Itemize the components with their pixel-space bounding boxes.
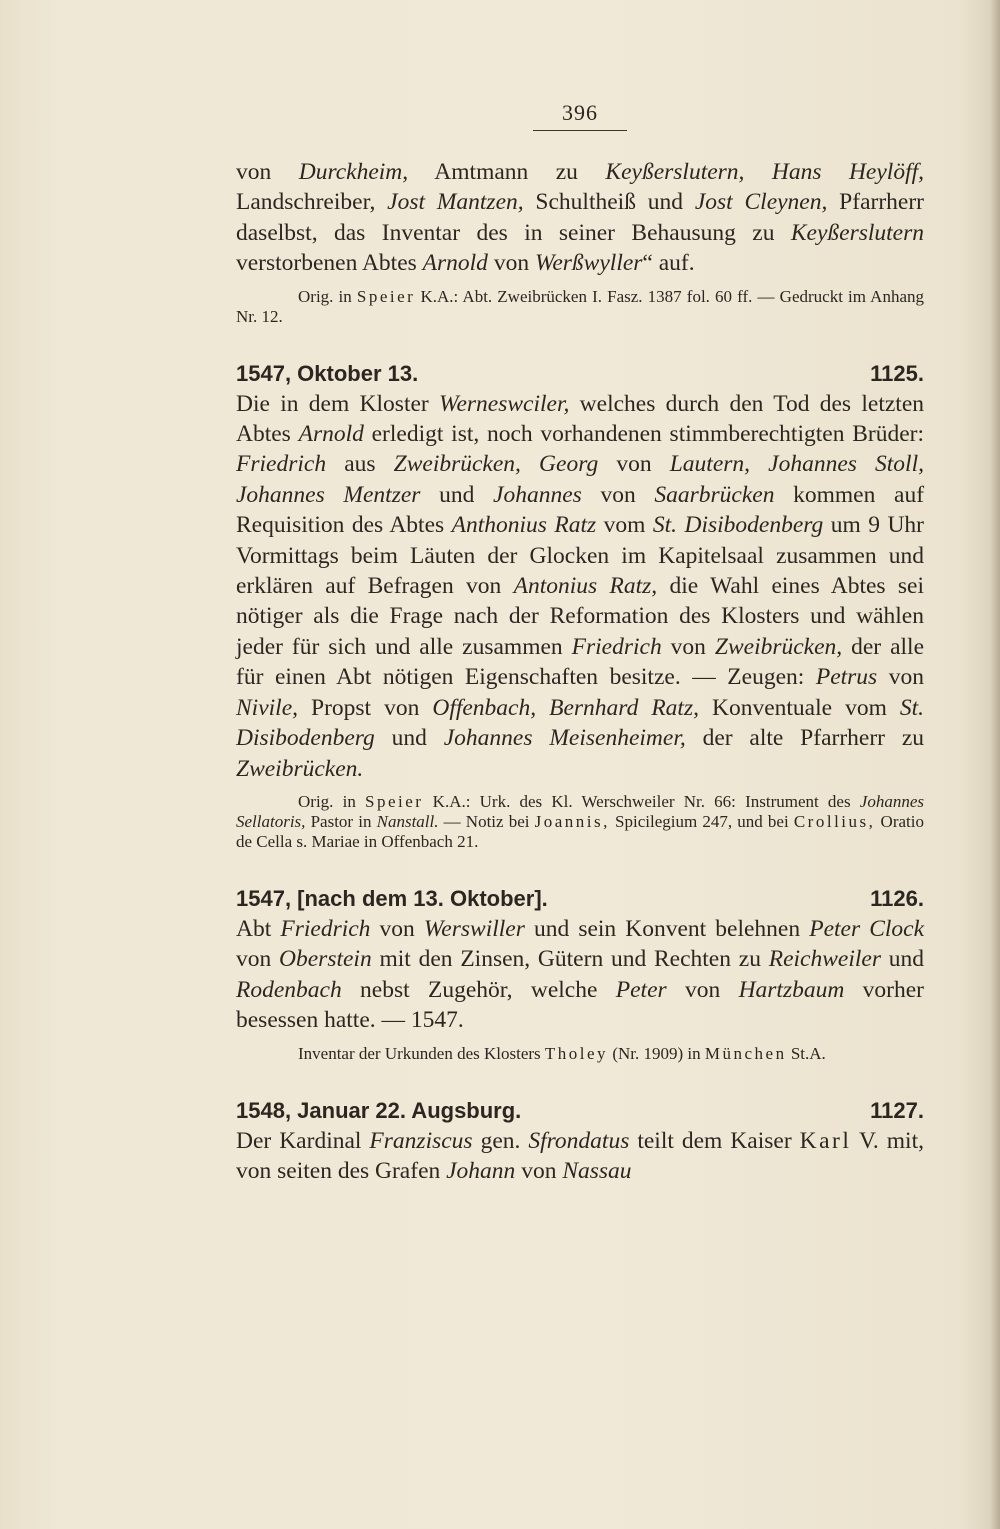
body-text: Werswiller (423, 915, 525, 942)
body-text: Oberstein (279, 946, 372, 973)
carryover-source-note (236, 287, 924, 327)
body-text: Konventuale vom (698, 694, 900, 721)
body-text: Durckheim, (298, 159, 409, 185)
body-text: Hartzbaum (738, 976, 845, 1003)
entry-number: 1125. (870, 360, 924, 386)
body-text: Reichweiler (768, 946, 881, 973)
body-text: nebst Zugehör, welche (341, 976, 616, 1003)
note-text: St.A. (786, 1043, 826, 1063)
body-text: vom (596, 512, 653, 539)
body-text: von (598, 451, 670, 478)
body-text: Pfarrherr daselbst, das Inventar des in seiner Behausung zu (236, 189, 924, 246)
body-text: teilt dem Kaiser (629, 1127, 800, 1154)
note-text: Spicilegium 247, und bei (609, 811, 794, 831)
body-text: von (236, 159, 299, 185)
entry-date: 1547, [nach dem 13. Oktober]. (236, 885, 548, 911)
body-text: Zweibrücken, Georg (393, 451, 599, 478)
note-text: Pastor in (305, 811, 377, 831)
body-text: verstorbenen Abtes (236, 250, 423, 277)
document-entry (236, 886, 924, 1064)
note-text: Joannis, (534, 811, 610, 831)
body-text: Peter Clock (809, 915, 925, 942)
note-text: Speier (365, 791, 424, 811)
body-text: St. Disibodenberg (236, 694, 925, 752)
body-text: von (236, 946, 280, 973)
body-text: von (661, 633, 715, 660)
body-text: Zweibrücken, (714, 633, 843, 660)
body-text: Friedrich (571, 633, 662, 660)
body-text: Zweibrücken. (236, 755, 364, 782)
body-text: von (487, 250, 535, 277)
entry-date: 1548, Januar 22. Augsburg. (236, 1097, 522, 1123)
page-number: 396 (562, 100, 598, 125)
note-text: München (704, 1043, 787, 1063)
body-text: Arnold (422, 250, 488, 277)
body-text: und (420, 481, 494, 508)
body-text: welches durch den Tod des letzten Abtes (236, 390, 924, 448)
note-text: Orig. in (298, 286, 357, 306)
body-text: von (877, 664, 925, 691)
note-text: Johannes Sellatoris, (236, 791, 924, 831)
entry-regest (236, 1126, 924, 1187)
body-text: Keyßerslutern (790, 219, 924, 246)
body-text: Jost Cleynen, (694, 189, 828, 216)
entries-list (236, 361, 924, 1187)
body-text: “ auf. (642, 250, 695, 277)
body-text: St. Disibodenberg (652, 512, 824, 539)
body-text: der alle für einen Abt nötigen Eigenschaften besitze. — Zeugen: (236, 633, 924, 691)
body-text: die Wahl eines Abtes sei nötiger als die Frage nach der Reformation des Klosters und wählen jeder für sich und alle zusammen (236, 573, 925, 660)
body-text: Anthonius Ratz (451, 512, 597, 539)
note-text: Crollius, (793, 811, 876, 831)
body-text: Offenbach, Bernhard Ratz, (432, 694, 699, 721)
document-entry (236, 1098, 924, 1187)
body-text: Abt (236, 915, 281, 942)
body-text: Jost Mantzen, (387, 189, 524, 216)
body-text: Nassau (562, 1157, 632, 1184)
body-text: Keyßerslutern, Hans Heylöff, (605, 159, 925, 185)
note-text: Nanstall. (376, 811, 439, 831)
body-text: aus (326, 451, 394, 478)
body-text: Johann (446, 1157, 516, 1184)
body-text: gen. (472, 1127, 529, 1154)
body-text: und (374, 725, 444, 752)
note-text: Oratio de Cella s. Mariae in Offenbach 21. (236, 811, 924, 851)
entry-number: 1126. (870, 885, 924, 911)
page-content (236, 100, 924, 1186)
body-text: Der Kardinal (236, 1127, 370, 1154)
note-text: Inventar der Urkunden des Klosters (298, 1043, 545, 1063)
entry-number: 1127. (870, 1097, 924, 1123)
body-text: Friedrich (236, 451, 327, 478)
note-text: Tholey (544, 1043, 609, 1063)
note-text: Orig. in (298, 791, 366, 811)
body-text: Landschreiber, (236, 189, 388, 216)
page-spine-shadow (990, 0, 1000, 1529)
note-text: — Notiz bei (438, 811, 535, 831)
body-text: Friedrich (280, 915, 371, 942)
entry-heading (236, 361, 924, 387)
body-text: Peter (615, 976, 667, 1003)
body-text: und (880, 946, 924, 973)
body-text: Johannes (493, 481, 582, 508)
note-text: K.A.: Urk. des Kl. Werschweiler Nr. 66: Instrument des (423, 791, 860, 811)
entry-source-note (236, 792, 924, 852)
body-text: Petrus (815, 664, 878, 691)
body-text: Lautern, Johannes Stoll, Johannes Mentzer (236, 451, 924, 508)
body-text: Propst von (298, 694, 433, 721)
note-text: (Nr. 1909) in (608, 1043, 705, 1063)
body-text: vorher besessen hatte. — 1547. (236, 976, 924, 1034)
body-text: kommen auf Requisition des Abtes (236, 481, 925, 539)
body-text: Saarbrücken (654, 481, 775, 508)
body-text: Werßwyller (534, 250, 643, 277)
body-text: V. mit, von seiten des Grafen (236, 1127, 924, 1184)
document-entry (236, 361, 924, 852)
entry-date: 1547, Oktober 13. (236, 360, 419, 386)
body-text: Antonius Ratz, (513, 573, 658, 600)
body-text: Johannes Meisenheimer, (443, 725, 686, 752)
body-text: Sfrondatus (528, 1127, 630, 1154)
body-text: Die in dem Kloster (236, 390, 440, 417)
note-text: K.A.: Abt. Zweibrücken I. Fasz. 1387 fol. 60 ff. — Gedruckt im Anhang Nr. 12. (236, 286, 925, 326)
body-text: Werneswciler, (439, 390, 570, 417)
body-text: Nivile, (236, 694, 298, 721)
body-text: von (515, 1157, 563, 1184)
body-text: um 9 Uhr Vormittags beim Läuten der Glocken im Kapitelsaal zusammen und erklären auf Befragen von (236, 512, 924, 600)
entry-source-note (236, 1044, 924, 1064)
entry-heading (236, 886, 924, 912)
body-text: Karl (799, 1127, 852, 1154)
body-text: der alte Pfarrherr zu (685, 725, 924, 752)
body-text: von (581, 481, 655, 508)
carryover-paragraph (236, 157, 924, 279)
body-text: Schultheiß und (523, 189, 695, 216)
note-text: Speier (356, 286, 416, 306)
body-text: und sein Konvent belehnen (524, 915, 810, 942)
body-text: Rodenbach (236, 976, 342, 1003)
page-number-rule (533, 130, 627, 131)
body-text: Amtmann zu (408, 159, 606, 185)
body-text: von (666, 976, 739, 1003)
body-text: Arnold (298, 421, 364, 448)
entry-regest (236, 914, 924, 1036)
entry-regest (236, 389, 924, 784)
body-text: Franziscus (369, 1127, 473, 1154)
entry-heading (236, 1098, 924, 1124)
body-text: von (370, 915, 424, 942)
body-text: erledigt ist, noch vorhandenen stimmberechtigten Brüder: (363, 421, 924, 448)
body-text: mit den Zinsen, Gütern und Rechten zu (371, 946, 769, 973)
